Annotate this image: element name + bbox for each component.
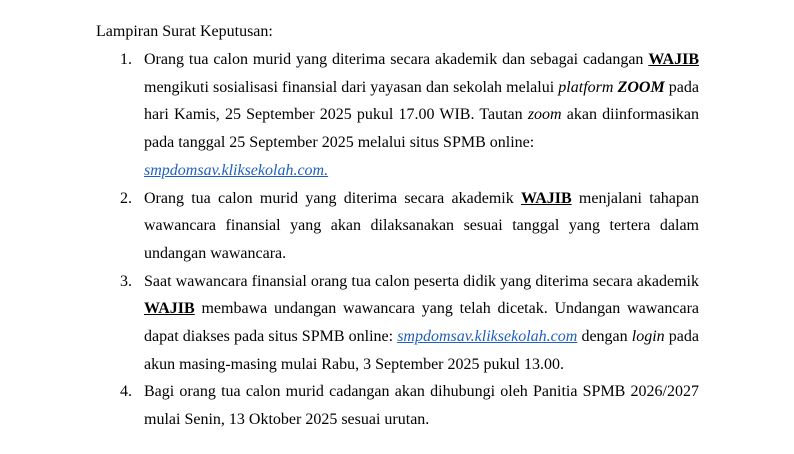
zoom-term: ZOOM (617, 78, 665, 96)
spmb-site-link[interactable]: smpdomsav.kliksekolah.com (397, 328, 578, 346)
item-number: 3. (120, 272, 132, 290)
text-run: mengikuti sosialisasi finansial dari yayasan dan sekolah melalui (144, 78, 559, 96)
list-item (96, 46, 699, 185)
wajib-emphasis: WAJIB (520, 189, 572, 207)
text-run: pada akun masing-masing mulai Rabu, 3 September 2025 pukul 13.00. (144, 328, 700, 373)
item-text (144, 46, 699, 185)
text-run: akan diinformasikan pada tanggal 25 September 2025 melalui situs SPMB online: (144, 106, 700, 152)
item-number: 2. (120, 189, 132, 207)
text-run: Orang tua calon murid yang diterima secara akademik dan sebagai cadangan (144, 51, 649, 68)
item-text (144, 378, 699, 433)
item-text (144, 268, 699, 379)
login-term: login (631, 328, 665, 346)
item-number: 4. (120, 383, 132, 401)
platform-term: platform (558, 78, 614, 96)
text-run: pada hari Kamis, 25 September 2025 pukul 17.00 WIB. Tautan (144, 78, 700, 124)
wajib-emphasis: WAJIB (144, 300, 195, 318)
wajib-emphasis: WAJIB (648, 51, 699, 68)
text-run: Orang tua calon murid yang diterima secara akademik (144, 189, 521, 207)
item-number: 1. (120, 51, 132, 68)
list-item (96, 378, 699, 433)
decision-appendix-list (96, 46, 699, 434)
list-item (96, 268, 699, 379)
text-run: Bagi orang tua calon murid cadangan akan dihubungi oleh Panitia SPMB 2026/2027 mulai Senin, 13 Oktober 2025 sesuai urutan. (144, 383, 699, 429)
list-item (96, 185, 699, 268)
text-run: menjalani tahapan wawancara finansial yang akan dilaksanakan sesuai tanggal yang tertera dalam undangan wawancara. (144, 189, 699, 262)
text-run: Saat wawancara finansial orang tua calon peserta didik yang diterima secara akademik (144, 272, 699, 290)
spmb-site-link[interactable]: smpdomsav.kliksekolah.com. (144, 161, 329, 179)
text-run: membawa undangan wawancara yang telah dicetak. Undangan wawancara dapat diakses pada situs SPMB online: (144, 300, 699, 346)
item-text (144, 185, 699, 268)
document-heading: Lampiran Surat Keputusan: (96, 23, 273, 40)
text-run: dengan (577, 328, 632, 346)
zoom-italic-term: zoom (527, 106, 562, 124)
